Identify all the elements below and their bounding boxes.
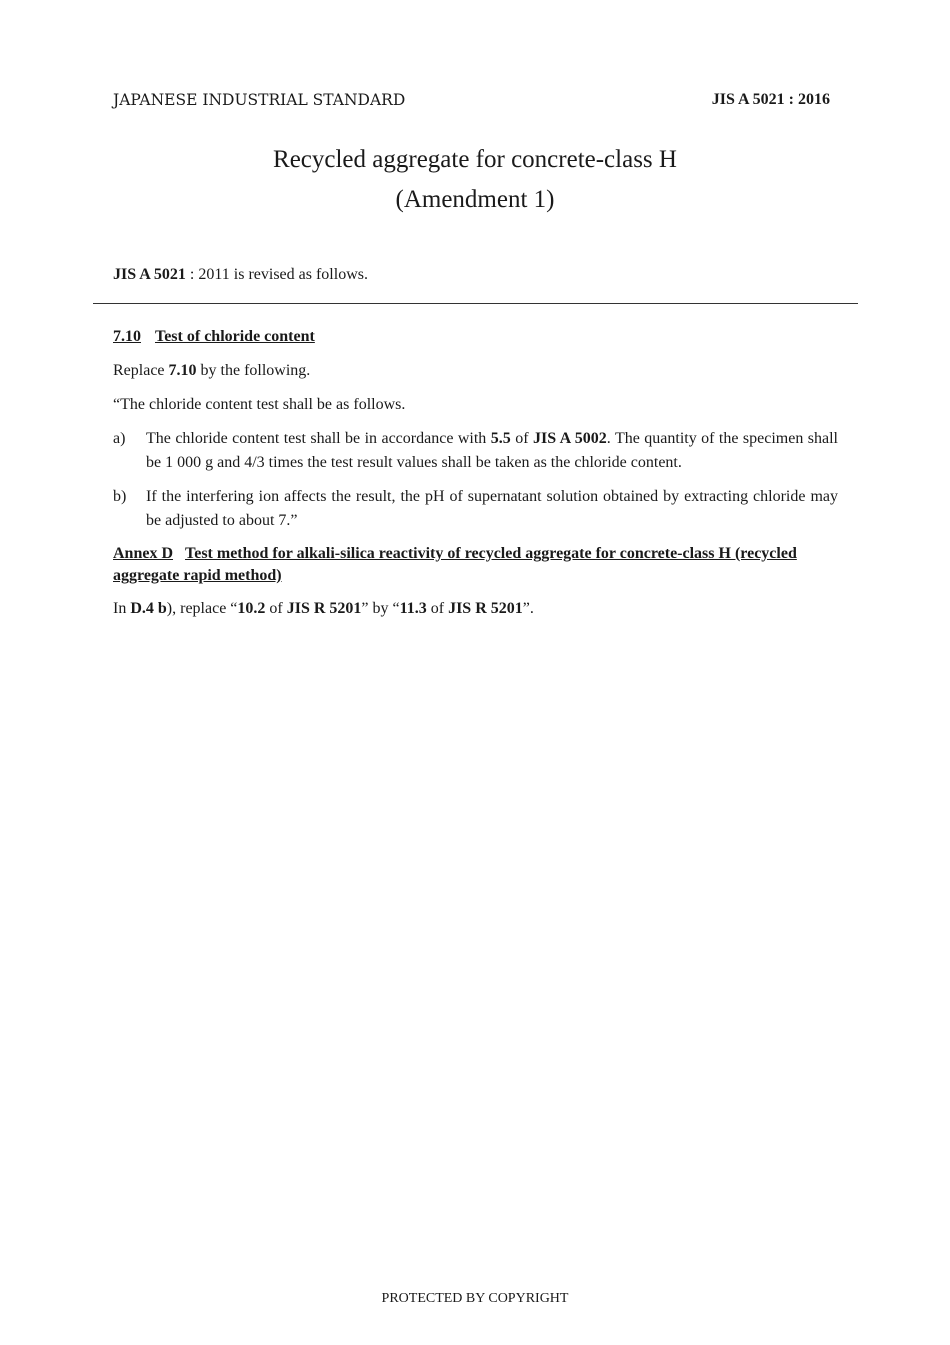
annex-d-heading [113,543,838,587]
list-item-b [113,485,838,533]
annex-ref-1: D.4 b [130,600,167,617]
revision-statement-text: : 2011 is revised as follows. [185,266,368,283]
annex-d-paragraph [113,597,838,621]
annex-ref-2: 10.2 [237,600,266,617]
document-title [0,140,950,220]
page-header [113,91,830,109]
annex-ref-4: 11.3 [399,600,427,617]
list-marker-a: a) [113,430,126,447]
item-a-text-3: . The quantity of the specimen shall be 1 000 g and 4/3 times the test result values shall be taken as the chloride content. [146,430,839,471]
annex-ref-5: JIS R 5201 [448,600,523,617]
annex-text-4: ” by “ [361,600,400,617]
clause-title: Test of chloride content [155,328,315,345]
standard-type-label: JAPANESE INDUSTRIAL STANDARD [113,91,406,109]
title-line-1: Recycled aggregate for concrete-class H [273,146,677,173]
list-text-a [146,427,838,475]
annex-ref-3: JIS R 5201 [286,600,362,617]
replace-text-pre: Replace [113,362,169,379]
list-marker-b: b) [113,488,127,505]
item-a-text-1: The chloride content test shall be in accordance with [146,430,491,447]
annex-text-1: In [113,600,131,617]
intro-paragraph: “The chloride content test shall be as follows. [113,396,406,413]
clause-number: 7.10 [113,328,141,345]
annex-text-5: of [426,600,449,617]
replace-instruction [113,359,838,383]
document-body [113,325,838,631]
item-a-text-2: of [510,430,533,447]
item-a-standard-ref: JIS A 5002 [532,430,607,447]
revision-statement [113,266,368,284]
annex-number: Annex D [113,545,174,562]
copyright-footer: PROTECTED BY COPYRIGHT [381,1291,569,1306]
clause-heading-7-10 [113,325,838,349]
item-a-clause-ref: 5.5 [490,430,511,447]
list-item-a [113,427,838,475]
standard-number: JIS A 5021 : 2016 [711,91,830,108]
list-text-b: If the interfering ion affects the result, the pH of supernatant solution obtained by extracting chloride may be adjusted to about 7.” [146,488,838,529]
revised-standard-ref: JIS A 5021 [113,266,186,283]
replace-text-post: by the following. [196,362,311,379]
annex-text-2: ), replace “ [166,600,238,617]
annex-text-6: ”. [522,600,534,617]
horizontal-divider [93,303,858,304]
annex-title: Test method for alkali-silica reactivity of recycled aggregate for concrete-class H (recycled aggregate rapid method) [113,545,797,584]
annex-text-3: of [265,600,287,617]
replace-clause-ref: 7.10 [168,362,197,379]
title-line-2: (Amendment 1) [395,186,555,213]
